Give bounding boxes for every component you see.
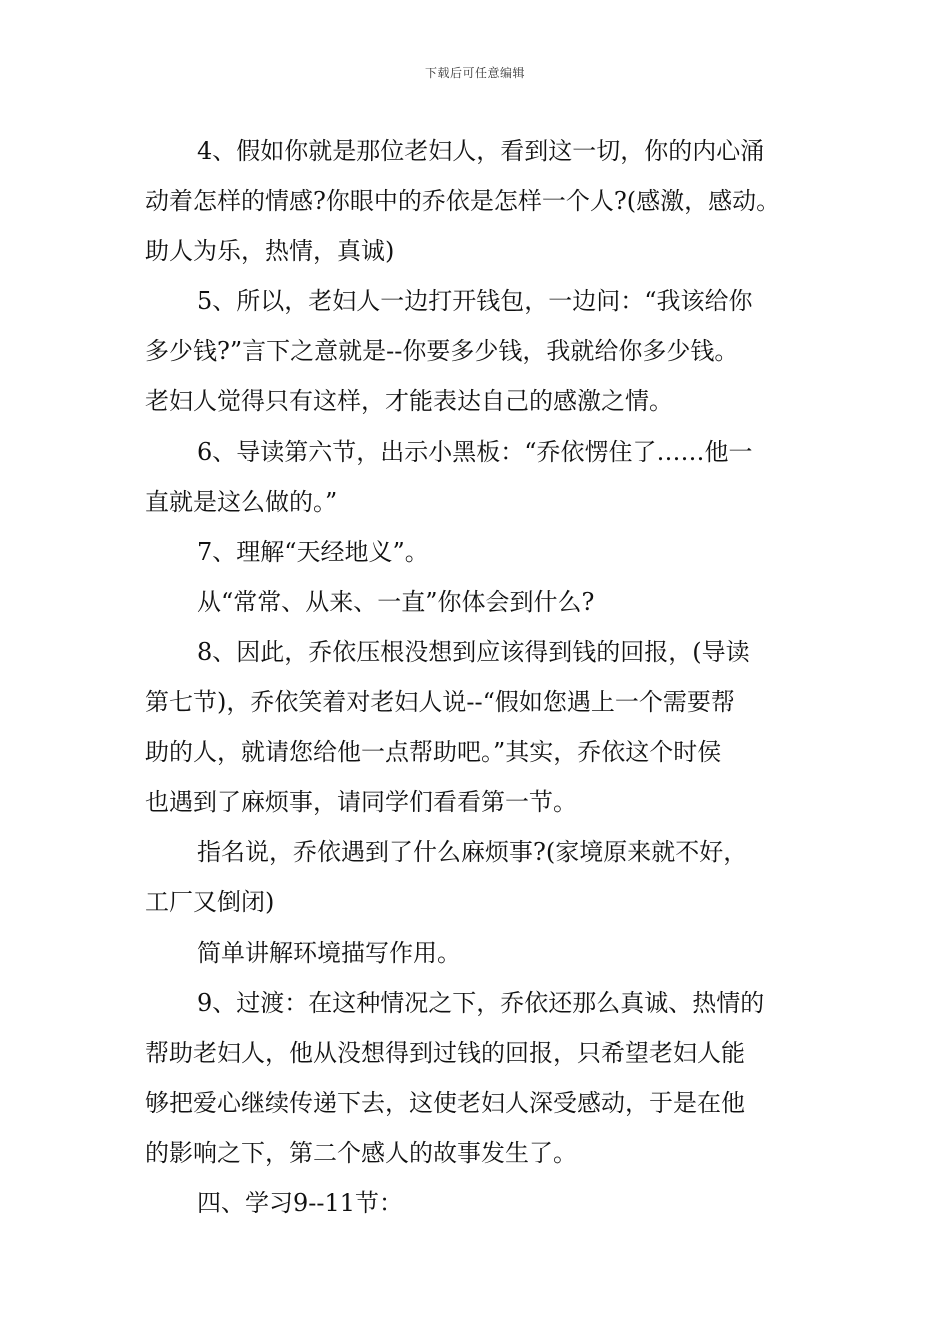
text-line-5: 多少钱?”言下之意就是--你要多少钱，我就给你多少钱。: [145, 337, 739, 366]
text-line-9: 7、理解“天经地义”。: [197, 537, 429, 566]
text-line-20: 够把爱心继续传递下去，这使老妇人深受感动，于是在他: [145, 1088, 745, 1117]
page-header: 下载后可任意编辑: [424, 66, 525, 80]
text-line-21: 的影响之下，第二个感人的故事发生了。: [145, 1138, 577, 1167]
text-line-4: 5、所以，老妇人一边打开钱包，一边问：“我该给你: [197, 287, 753, 316]
text-line-16: 工厂又倒闭): [145, 888, 275, 917]
text-line-3: 助人为乐，热情，真诚): [145, 237, 395, 266]
document-body: [145, 126, 817, 1228]
text-line-18: 9、过渡：在这种情况之下，乔依还那么真诚、热情的: [197, 988, 765, 1017]
text-line-19: 帮助老妇人，他从没想得到过钱的回报，只希望老妇人能: [145, 1038, 745, 1067]
text-line-11: 8、因此，乔依压根没想到应该得到钱的回报，(导读: [197, 637, 750, 666]
text-line-13: 助的人，就请您给他一点帮助吧。”其实，乔依这个时侯: [145, 738, 722, 767]
text-line-17: 简单讲解环境描写作用。: [197, 938, 461, 967]
text-line-8: 直就是这么做的。”: [145, 487, 338, 516]
text-line-1: 4、假如你就是那位老妇人，看到这一切，你的内心涌: [197, 137, 765, 165]
text-line-2: 动着怎样的情感?你眼中的乔依是怎样一个人?(感激，感动。: [145, 187, 781, 216]
text-line-6: 老妇人觉得只有这样，才能表达自己的感激之情。: [145, 387, 673, 416]
text-line-7: 6、导读第六节，出示小黑板：“乔依愣住了……他一: [197, 437, 753, 466]
text-line-22: 四、学习9--11节：: [197, 1188, 404, 1217]
text-line-12: 第七节)，乔依笑着对老妇人说--“假如您遇上一个需要帮: [145, 688, 735, 717]
text-line-10: 从“常常、从来、一直”你体会到什么?: [197, 587, 595, 616]
text-line-14: 也遇到了麻烦事，请同学们看看第一节。: [145, 788, 577, 817]
text-line-15: 指名说，乔依遇到了什么麻烦事?(家境原来就不好，: [197, 838, 748, 867]
